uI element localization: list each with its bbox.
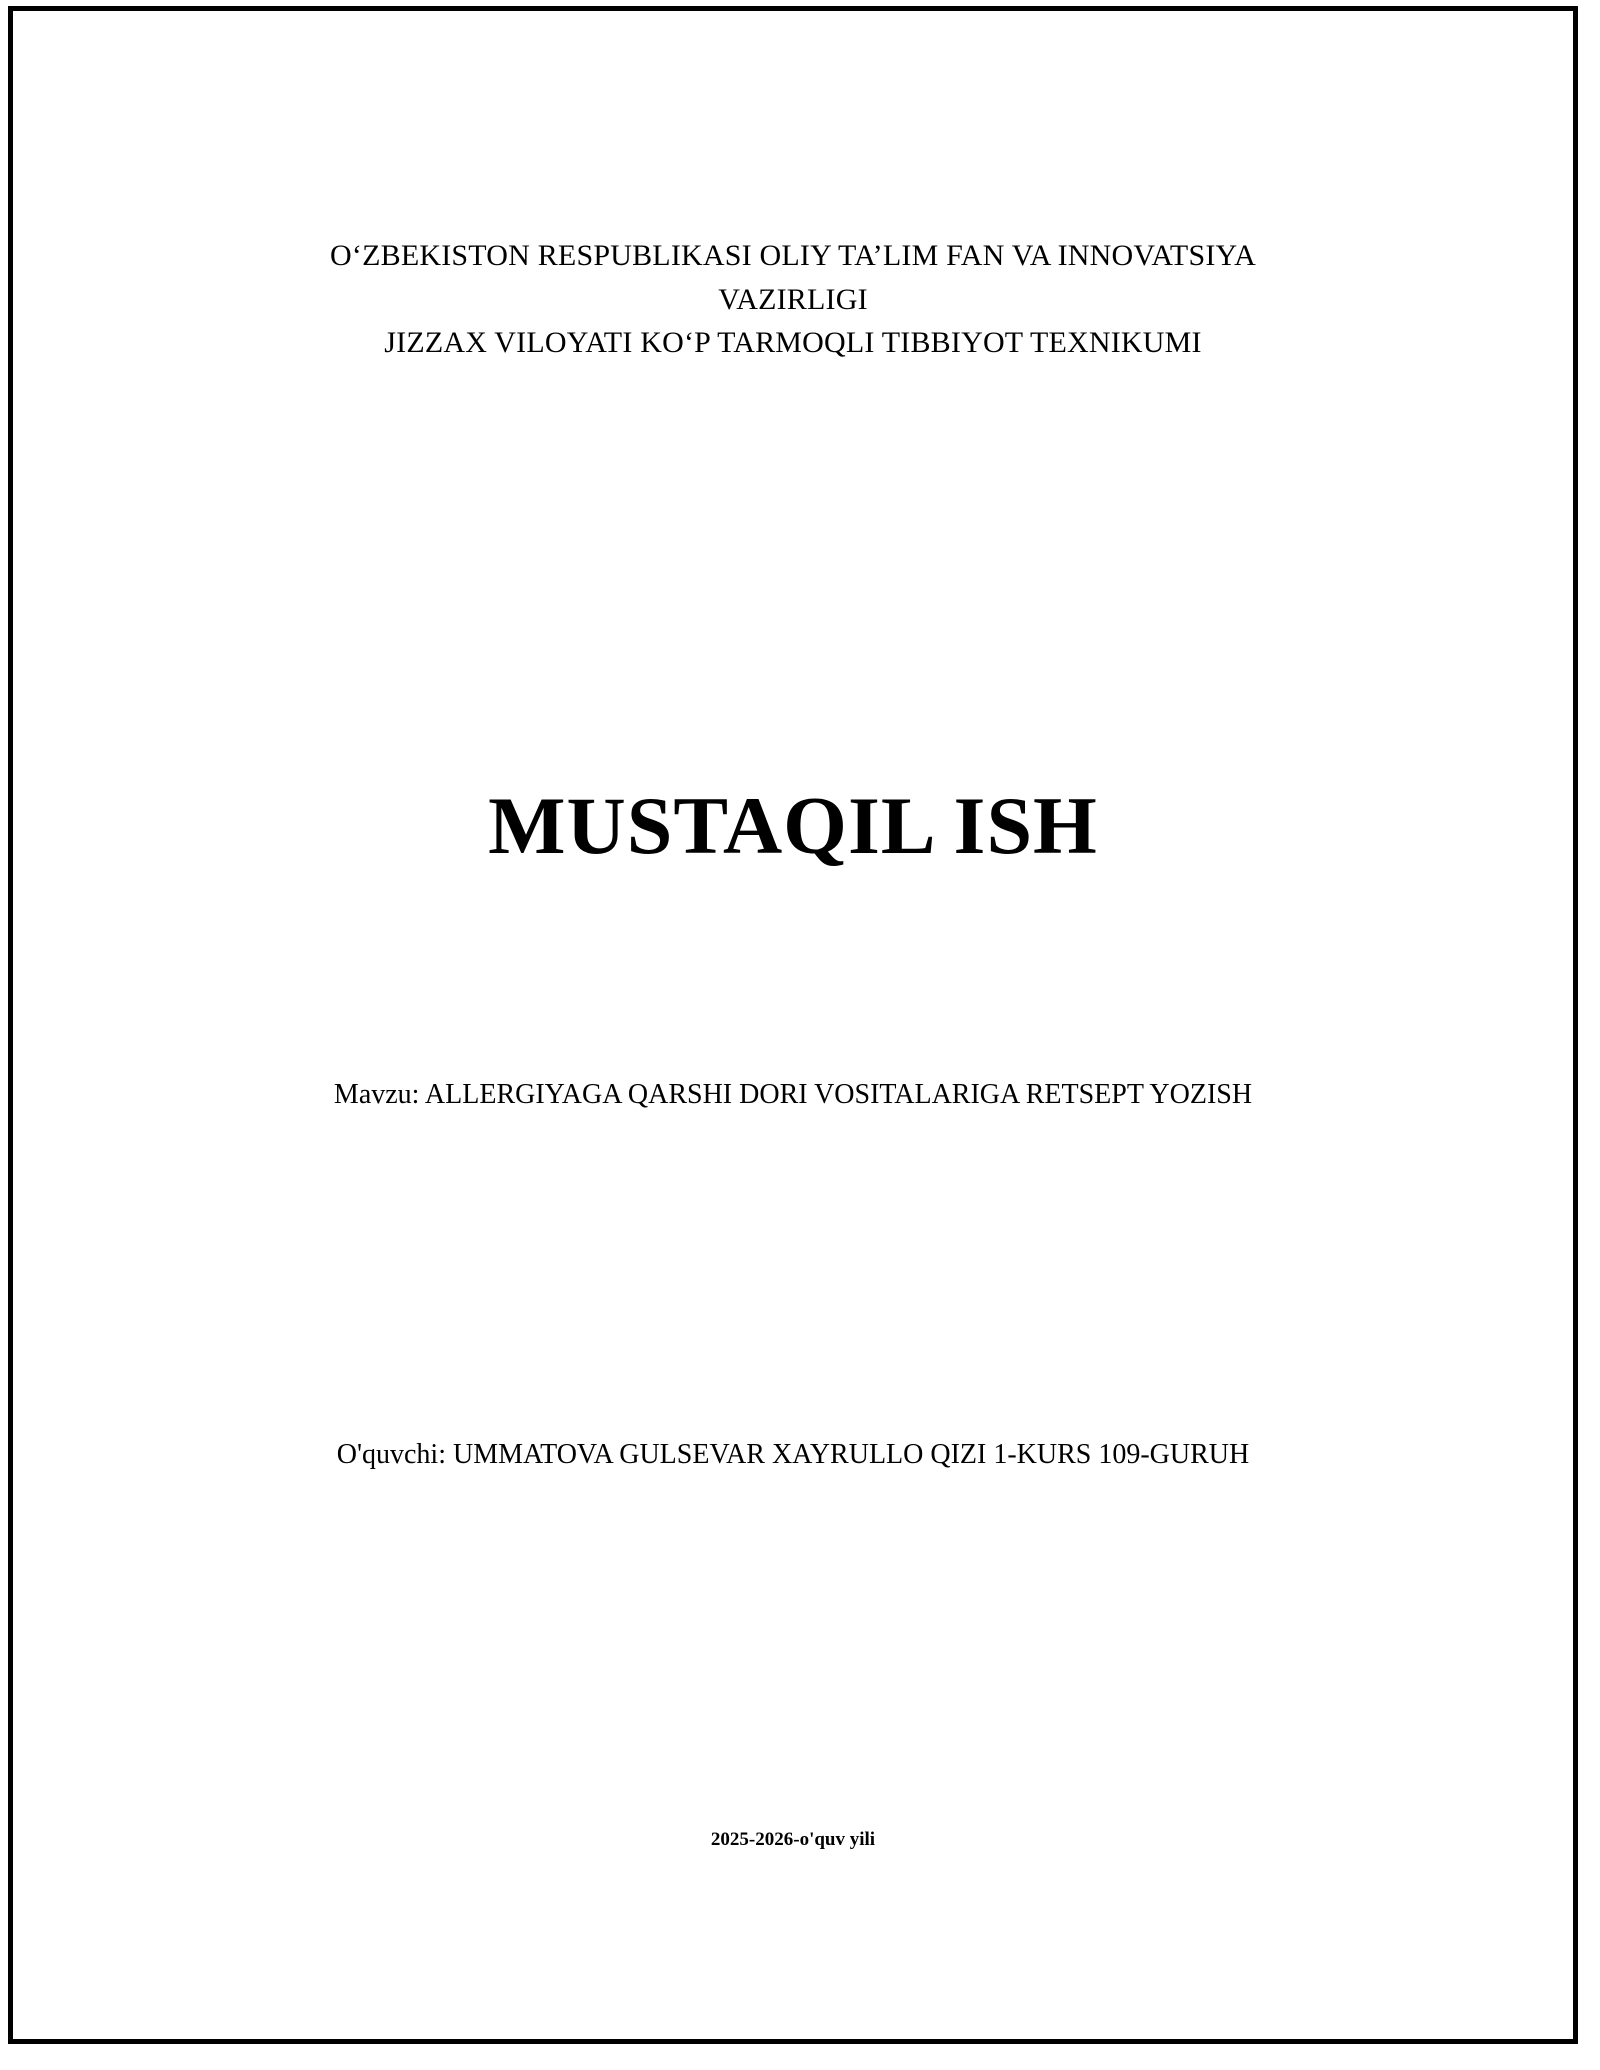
student-line: O'quvchi: UMMATOVA GULSEVAR XAYRULLO QIZI 1-KURS 109-GURUH — [336, 1439, 1250, 1470]
page-border-frame — [8, 6, 1578, 2044]
page-content-area — [49, 39, 1537, 2011]
academic-year: 2025-2026-o'quv yili — [710, 1829, 876, 1850]
institution-header — [49, 234, 1537, 365]
page-title: MUSTAQIL ISH — [488, 780, 1098, 871]
subject-line: Mavzu: ALLERGIYAGA QARSHI DORI VOSITALARIGA RETSEPT YOZISH — [333, 1079, 1253, 1110]
ministry-name: O‘ZBEKISTON RESPUBLIKASI OLIY TA’LIM FAN VA INNOVATSIYA VAZIRLIGI — [330, 239, 1256, 316]
college-name: JIZZAX VILOYATI KO‘P TARMOQLI TIBBIYOT TEXNIKUMI — [384, 326, 1202, 359]
